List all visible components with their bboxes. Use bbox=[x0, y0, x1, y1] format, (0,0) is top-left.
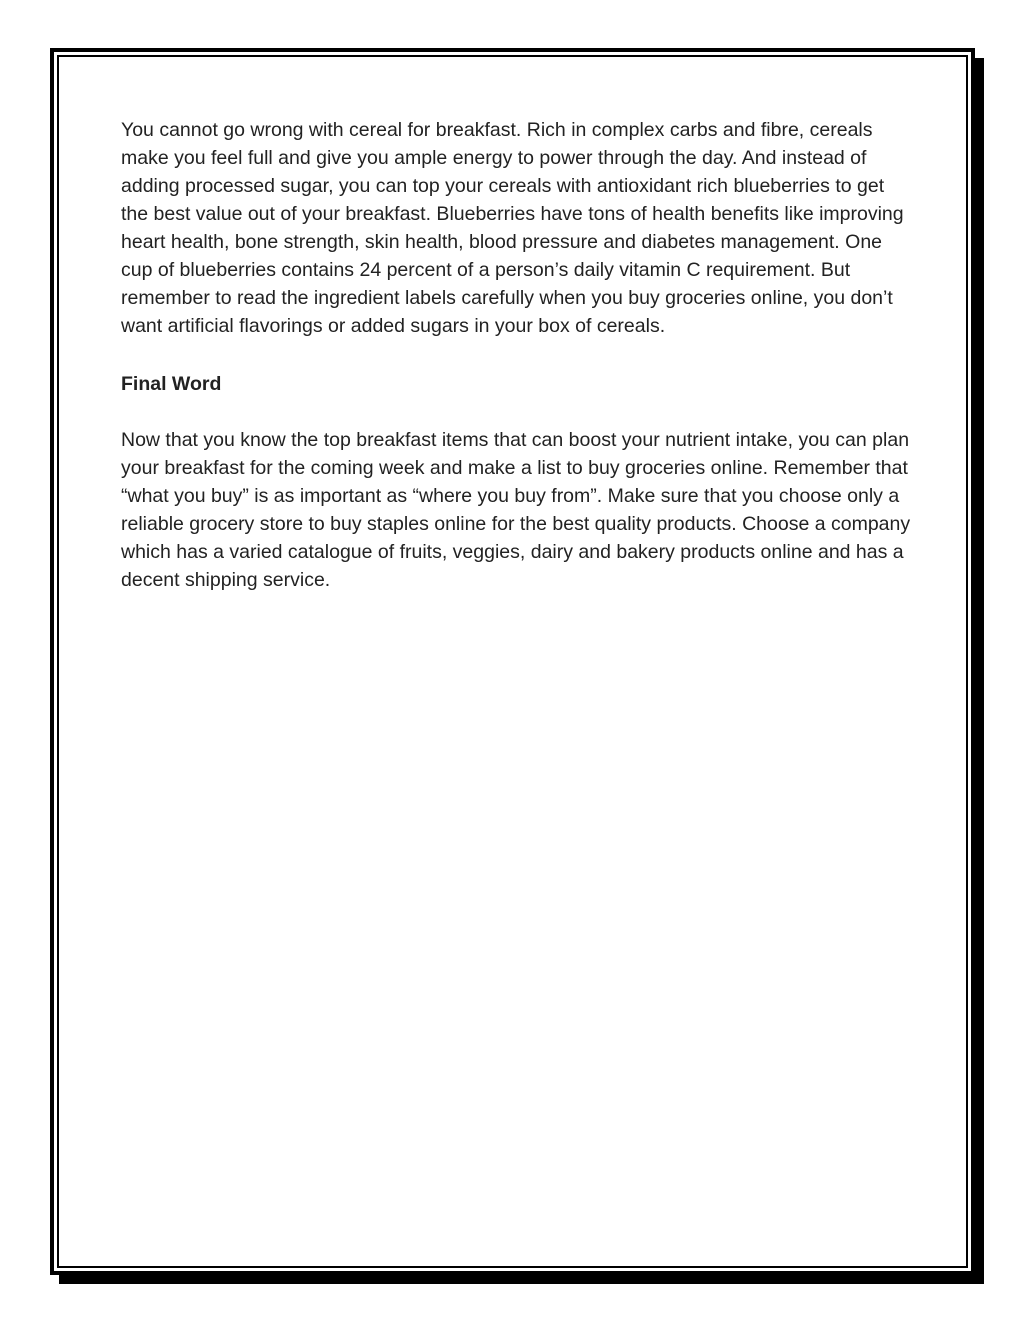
body-paragraph-cereal: You cannot go wrong with cereal for breakfast. Rich in complex carbs and fibre, cereals make you feel full and give you ample energy to power through the day. And instead of adding processed sugar, you can top your cereals with antioxidant rich blueberries to get the best value out of your breakfast. Blueberries have tons of health benefits like improving heart health, bone strength, skin health, blood pressure and diabetes management. One cup of blueberries contains 24 percent of a person’s daily vitamin C requirement. But remember to read the ingredient labels carefully when you buy groceries online, you don’t want artificial flavorings or added sugars in your box of cereals. bbox=[121, 119, 904, 337]
body-paragraph-final-word: Now that you know the top breakfast items that can boost your nutrient intake, you can plan your breakfast for the coming week and make a list to buy groceries online. Remember that “what you buy” is as important as “where you buy from”. Make sure that you choose only a reliable grocery store to buy staples online for the best quality products. Choose a company which has a varied catalogue of fruits, veggies, dairy and bakery products online and has a decent shipping service. bbox=[121, 429, 911, 591]
section-heading-final-word: Final Word bbox=[121, 373, 222, 395]
document-body bbox=[121, 116, 911, 594]
